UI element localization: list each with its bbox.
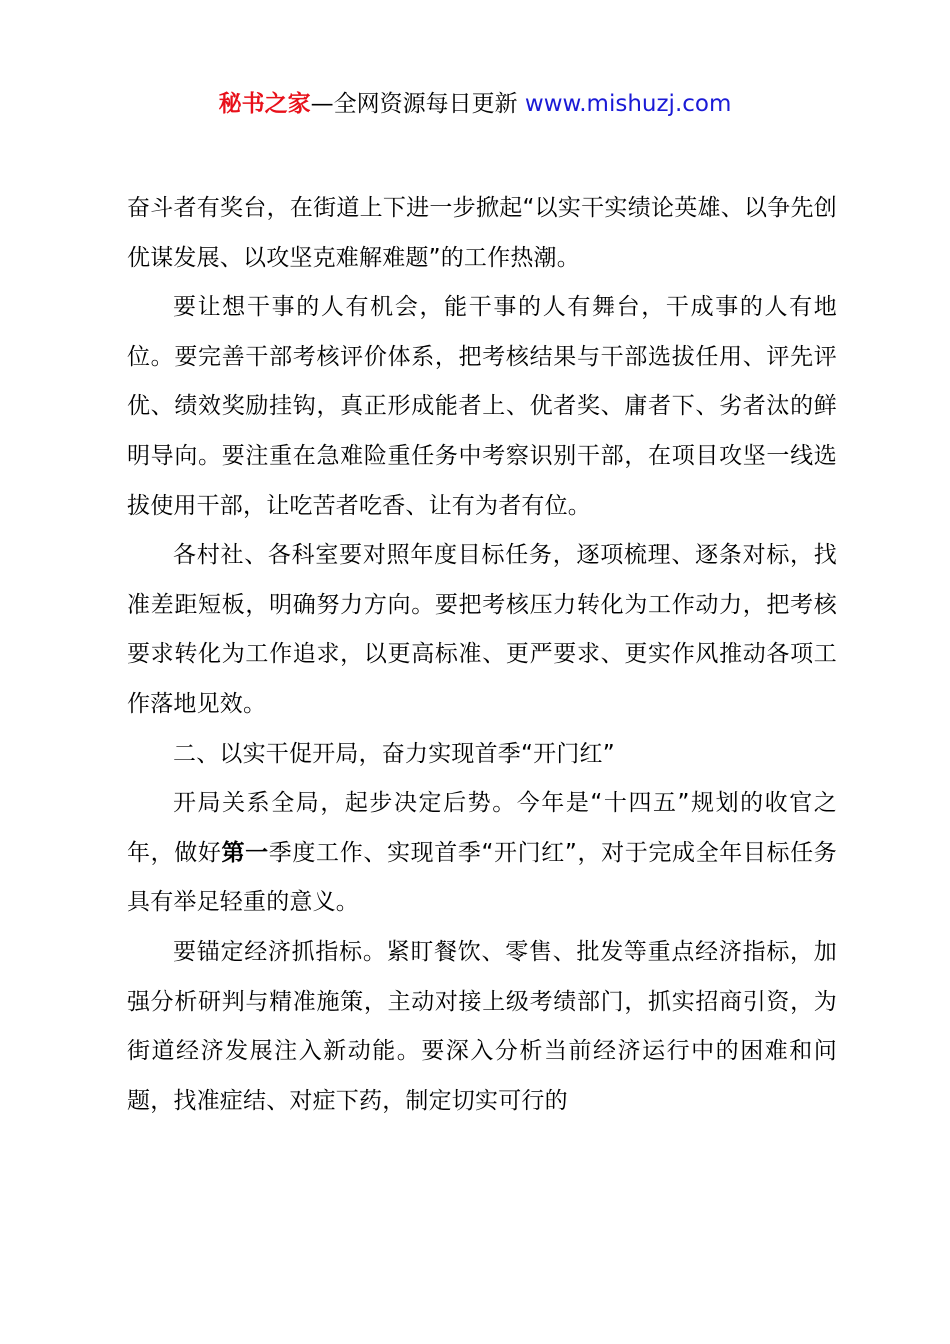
header-slogan: —全网资源每日更新 bbox=[310, 91, 525, 117]
section-heading-2: 二、以实干促开局，奋力实现首季“开门红” bbox=[173, 740, 615, 767]
paragraph-4-post: 季度工作、实现首季“开门红”，对于完成全年目标任务具有举足轻重的意义。 bbox=[127, 839, 837, 916]
page-header bbox=[0, 88, 950, 120]
paragraph-3: 各村社、各科室要对照年度目标任务，逐项梳理、逐条对标，找准差距短板，明确努力方向。要把考核压力转化为工作动力，把考核要求转化为工作追求，以更高标准、更严要求、更实作风推动各项工作落地见效。 bbox=[127, 542, 837, 717]
paragraph-4 bbox=[127, 779, 837, 928]
paragraph-5: 要锚定经济抓指标。紧盯餐饮、零售、批发等重点经济指标，加强分析研判与精准施策，主动对接上级考绩部门，抓实招商引资，为街道经济发展注入新动能。要深入分析当前经济运行中的困难和问题，找准症结、对症下药，制定切实可行的 bbox=[127, 938, 837, 1114]
paragraph-2: 要让想干事的人有机会，能干事的人有舞台，干成事的人有地位。要完善干部考核评价体系，把考核结果与干部选拔任用、评先评优、绩效奖励挂钩，真正形成能者上、优者奖、庸者下、劣者汰的鲜明导向。要注重在急难险重任务中考察识别干部，在项目攻坚一线选拔使用干部，让吃苦者吃香、让有为者有位。 bbox=[127, 294, 837, 519]
paragraph-4-bold: 第一 bbox=[221, 839, 269, 866]
header-url-link[interactable]: www.mishuzj.com bbox=[524, 91, 732, 117]
paragraph-1: 奋斗者有奖台，在街道上下进一步掀起“以实干实绩论英雄、以争先创优谋发展、以攻坚克难解难题”的工作热潮。 bbox=[127, 195, 837, 271]
document-body bbox=[127, 184, 837, 1126]
paragraph-4-pre: 开局关系全局，起步决定后势。今年是“十四五”规划的收官之年，做好 bbox=[127, 790, 837, 866]
header-brand: 秘书之家 bbox=[218, 91, 311, 117]
